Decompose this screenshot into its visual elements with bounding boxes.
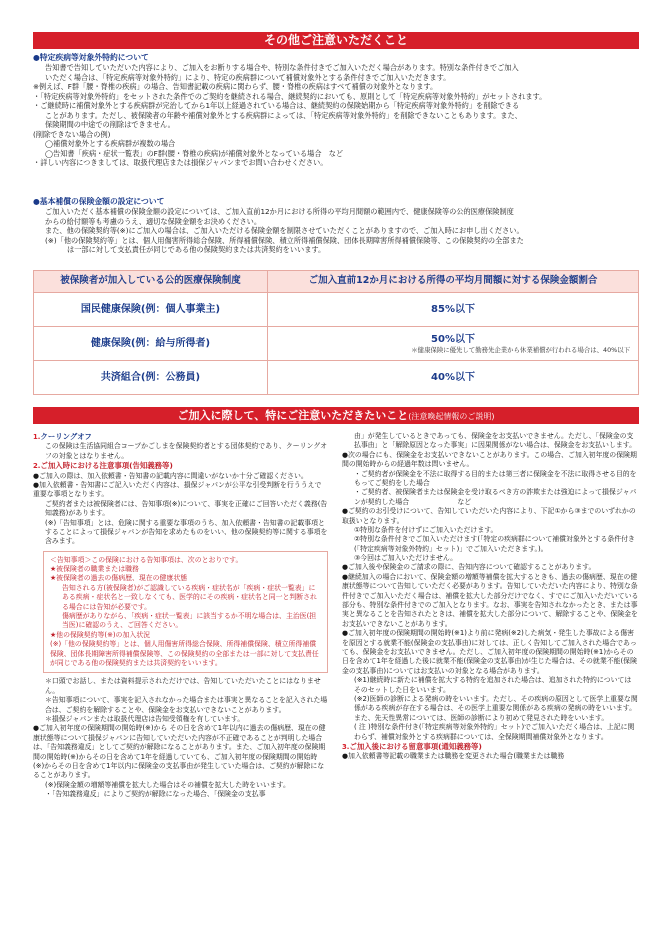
exclusion-line: 告知書で告知していただいた内容により、ご加入をお断りする場合や、特別な条件付きでご加入いただく場合があります。特別な条件付きでご加入 [45,63,519,73]
exclusion-line: ・「特定疾病等対象外特約」をセットされた条件でのご契約を継続される場合、継続契約においても、原則として「特定疾病等対象外特約」がセットされます。 [33,91,547,101]
heading-notification [342,742,639,752]
table-cell-value [268,327,639,361]
heading-text: ご加入後における留意事項(通知義務等) [349,741,482,751]
amount-line: からの給付額等も考慮のうえ、適切な保険金額をお決めください。 [45,216,262,226]
paragraph: ●ご加入初年度の保険期間の開始時(※)から その日を含めて1年以内に過去の傷病歴、現在の健康状態等について損保ジャパンに告知していただいた内容が不正確であることが判明した場合は、「告知義務違反」としてご契約が解除になることがあります。また、ご加入初年度の保険期間の開始時(※)からその日を含めて1年を経過していても、ご加入初年度の保険期間の開始時(※)からその日を含めて1年以内に保険金の支払事由が発生していた場合は、ご契約が解除になることがあります。 [33,724,326,780]
paragraph: ①特別な条件を付けずにご加入いただけます。 [354,525,498,534]
box-line: ★被保険者の職業または職務 [50,565,139,574]
table-cell-label: 健康保険(例：給与所得者) [34,327,268,361]
box-line: 告知される方(被保険者)がご認識している疾病・症状名が「疾病・症状一覧表」にある疾病・症状名と一致しなくても、医学的にその疾病・症状名と同一と判断される場合には告知が必要です。 [62,583,317,611]
paragraph: ＊損保ジャパンまたは取扱代理店は告知受領権を有しています。 [45,714,245,723]
box-line: ＜告知事項＞この保険における告知事項は、次のとおりです。 [50,555,243,564]
ratio-value: 50%以下 [431,333,475,345]
paragraph: ・ご契約者が保険金を不法に取得する目的または第三者に保険金を不法に取得させる目的をもってご契約をした場合 [354,469,637,487]
table-header-row [34,271,639,293]
band2-subtitle: (注意喚起情報のご説明) [408,412,495,421]
heading-cooling-off [33,432,328,442]
heading-disclosure [33,461,328,471]
table-row [34,327,639,361]
table-row [34,293,639,327]
paragraph: ②特別な条件付きでご加入いただけます(「特定の疾病群について補償対象外とする条件付き(「特定疾病等対象外特約」セット)」でご加入いただきます。)。 [354,535,635,553]
paragraph: ●継続加入の場合において、保険金額の増額等補償を拡大するときも、過去の傷病歴、現在の健康状態等について告知していただく必要があります。告知していただいた内容により、特別な条件付きでご加入いただく場合は、補償を拡大した部分だけでなく、すでにご加入いただいている部分も、特別な条件付きでのご加入となります。なお、事実を告知されなかったとき、または事実と異なることを告知されたときは、補償を拡大した部分について、解除することや、保険金をお支払いできないことがあります。 [342,572,639,628]
table-cell-label: 国民健康保険(例：個人事業主) [34,293,268,327]
coverage-ratio-table [33,270,639,395]
paragraph: 由」が発生しているときであっても、保険金をお支払いできません。ただし、「保険金の支払事由」と「解除原因となった事実」に因果関係がない場合は、保険金をお支払いします。 [354,432,636,450]
paragraph: ③今回はご加入いただけません。 [354,554,458,563]
table-row [34,361,639,395]
section-band-other-notes: その他ご注意いただくこと [33,32,639,49]
band2-title: ご加入に際して、特にご注意いただきたいこと [177,409,409,422]
section-band-important-notes [33,407,639,424]
paragraph: ・「告知義務違反」によりご契約が解除になった場合、「保険金の支払事 [45,790,266,799]
paragraph: ( 注 )特別な条件付き(「特定疾病等対象外特約」セット)でご加入いただく場合は、上記に関わらず、補償対象外とする疾病群については、全保険期間補償対象外となります。 [354,723,635,741]
table-cell-value [268,361,639,395]
paragraph: ●ご加入初年度の保険期間の開始時(※1)より前に発病(※2)した病気・発生した事故による傷害を原因とする就業不能(保険金の支払事由)に対しては、正しく告知してご加入された場合であっても、保険金をお支払いできません。ただし、ご加入初年度の保険期間の開始時(※1)からその日を含めて1年を経過した後に就業不能(保険金の支払事由)が生じた場合は、その就業不能(保険金の支払事由)についてはお支払いの対象となる場合があります。 [342,629,637,675]
exclusion-line: 保険期間の中途での削除はできません。 [45,120,175,130]
paragraph: ご契約者または被保険者には、告知事項(※)について、事実を正確にご回答いただく義務(告知義務)があります。 [45,499,328,518]
box-line: ★他の保険契約等(※)の加入状況 [50,630,151,639]
ratio-note: ＊健康保険に優先して勤務先企業から休業補償が行われる場合は、40%以下 [411,345,630,354]
box-line: 傷病歴がありながら、「疾病・症状一覧表」に該当するか不明な場合は、主治医(担当医)に確認のうえ、ご回答ください。 [62,612,317,630]
heading-number: 2. [33,462,41,471]
paragraph: ・ご契約者、被保険者または保険金を受け取るべき方の詐欺または強迫によって損保ジャパンが契約した場合 など [354,488,637,506]
exclusion-heading: ●特定疾病等対象外特約について [33,53,149,62]
box-line: (※)「他の保険契約等」とは、個人用傷害所得総合保険、所得補償保険、積立所得補償保険、団体長期障害所得補償保険等、この保険契約の全部または一部に対して支払責任が同じである他の保険契約または共済契約をいいます。 [50,640,319,667]
heading-text: ご加入時における注意事項(告知義務等) [40,461,173,471]
paragraph: (※)保険金額の増額等補償を拡大した場合はその補償を拡大した時をいいます。 [45,780,290,789]
section-exclusion-rider [33,53,639,168]
amount-line: (※)「他の保険契約等」とは、個人用傷害所得総合保険、所得補償保険、積立所得補償保険、団体長期障害所得補償保険等、この保険契約の全部また [45,235,524,245]
disclosure-items-box [43,551,328,674]
exclusion-line: ・ご継続時に補償対象外とする疾病群が完治してから1年以上経過されている場合は、継続契約の保険始期から「特定疾病等対象外特約」を削除できる [33,101,520,111]
paragraph: この保険は生活協同組合コープかごしまを保険契約者とする団体契約であり、クーリングオフの対象とはなりません。 [45,442,328,460]
left-column [33,432,328,799]
paragraph: (※1)継続時に新たに補償を拡大する特約を追加された場合は、追加された特約については そのセットした日をいいます。 [354,676,632,694]
exclusion-line: ことがあります。ただし、被保険者の年齢や補償対象外とする疾病群によっては、「特定疾病等対象外特約」を削除できないこともあります。また、 [45,110,522,120]
table-header-right: ご加入直前12か月における所得の平均月間額に対する保険金額割合 [268,271,639,293]
exclusion-line: ・詳しい内容につきましては、取扱代理店または損保ジャパンまでお問い合わせください。 [33,158,328,168]
amount-line: ご加入いただく基本補償の保険金額の設定については、ご加入直前12か月における所得の平均月間額の範囲内で、健康保険等の公的医療保険制度 [45,207,514,217]
paragraph: ●加入依頼書等記載の職業または職務を変更された場合(職業または職務 [342,752,565,761]
amount-line: また、他の保険契約等(※)にご加入の場合は、ご加入いただける保険金額を制限させていただくことがありますので、ご加入時にお申し出ください。 [45,226,524,236]
paragraph: (※)「告知事項」とは、危険に関する重要な事項のうち、加入依頼書・告知書の記載事項とすることによって損保ジャパンが告知を求めたものをいい、他の保険契約等に関する事項を含みます。 [45,518,328,546]
paragraph: ●次の場合にも、保険金をお支払いできないことがあります。この場合、ご加入初年度の保険期間の開始時からの経過年数は問いません。 [342,450,637,469]
heading-number: 3. [342,742,350,751]
paragraph: ＊告知事項について、事実を記入されなかった場合または事実と異なることを記入された場合は、ご契約を解除することや、保険金をお支払いできないことがあります。 [45,696,328,714]
paragraph: ●ご加入後や保険金のご請求の際に、告知内容について確認することがあります。 [342,563,596,572]
right-column [342,432,639,762]
exclusion-line: ◯告知書「疾病・症状一覧表」のF群(腰・脊椎の疾病)が補償対象外となっている場合 など [45,148,344,158]
amount-heading: ●基本補償の保険金額の設定について [33,197,165,206]
exclusion-line: いただく場合は、「特定疾病等対象外特約」により、特定の疾病群について補償対象外とする条件付きでご加入いただきます。 [45,72,451,82]
paragraph: ●加入依頼書・告知書にご記入いただく内容は、損保ジャパンが公平な引受判断を行ううえで重要な事項となります。 [33,480,322,499]
box-line: ★被保険者の過去の傷病歴、現在の健康状態 [50,574,188,583]
exclusion-line: ◯補償対象外とする疾病群が複数の場合 [45,139,176,149]
heading-number: 1. [33,433,41,441]
paragraph: ●ご加入の際は、加入依頼書・告知書の記載内容に間違いがないか十分ご確認ください。 [33,471,308,480]
exclusion-line: ※例えば、F群「腰・脊椎の疾病」の場合、告知書記載の疾病に関わらず、腰・脊椎の疾病はすべて補償の対象外となります。 [33,82,438,92]
ratio-value: 85%以下 [431,303,475,315]
amount-line: は一部に対して支払責任が同じである他の保険契約または共済契約をいいます。 [67,245,326,255]
paragraph: ●ご契約のお引受けについて、告知していただいた内容により、下記①から③までのいずれかの取扱いとなります。 [342,507,636,525]
table-header-left: 被保険者が加入している公的医療保険制度 [34,271,268,293]
paragraph: ＊口頭でお話し、または資料提示されただけでは、告知していただいたことにはなりません。 [45,677,321,695]
table-cell-label: 共済組合(例：公務員) [34,361,268,395]
exclusion-line: (削除できない場合の例) [33,129,111,139]
heading-text: クーリングオフ [40,432,92,441]
section-insured-amount [33,197,639,255]
paragraph: (※2)医師の診断による発病の時をいいます。ただし、その疾病の原因として医学上重要な関係がある疾病が存在する場合は、その医学上重要な関係がある疾病の発病の時をいいます。また、先天性異常については、医師の診断により初めて発見された時をいいます。 [354,694,638,722]
ratio-value: 40%以下 [431,371,475,383]
table-cell-value [268,293,639,327]
